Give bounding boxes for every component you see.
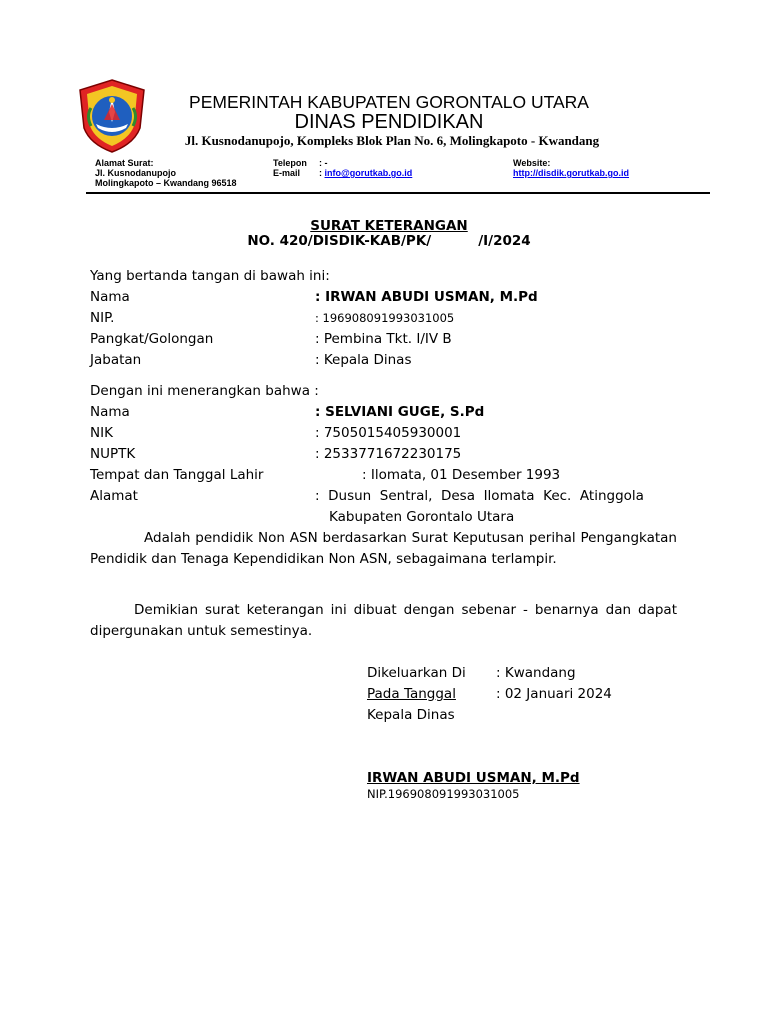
phone-label: Telepon — [273, 158, 307, 168]
issued-value: : Kwandang — [496, 665, 576, 681]
subject-address-value-cont: Kabupaten Gorontalo Utara — [329, 509, 515, 525]
signer-name-value: : IRWAN ABUDI USMAN, M.Pd — [315, 289, 538, 305]
government-name: PEMERINTAH KABUPATEN GORONTALO UTARA — [189, 92, 589, 112]
address-line-1: Jl. Kusnodanupojo — [95, 168, 176, 178]
contact-website — [513, 158, 629, 178]
intro2-text: Dengan ini menerangkan bahwa : — [90, 383, 319, 399]
signer-rank-label: Pangkat/Golongan — [90, 331, 214, 347]
intro-text: Yang bertanda tangan di bawah ini: — [90, 268, 330, 284]
signer-nip-label: NIP. — [90, 310, 115, 326]
subject-nik-label: NIK — [90, 425, 113, 441]
subject-address-value: : Dusun Sentral, Desa Ilomata Kec. Atinggola — [315, 488, 644, 504]
signer-position-value: : Kepala Dinas — [315, 352, 412, 368]
date-label: Pada Tanggal — [367, 686, 456, 702]
closing-paragraph: Demikian surat keterangan ini dibuat dengan sebenar - benarnya dan dapat dipergunakan untuk semestinya. — [90, 602, 677, 639]
email-link[interactable]: info@gorutkab.go.id — [324, 168, 413, 178]
date-line — [367, 684, 616, 705]
subject-nuptk-value: : 2533771672230175 — [315, 446, 462, 462]
signer-nip: NIP.196908091993031005 — [367, 787, 520, 801]
subject-address-label: Alamat — [90, 488, 138, 504]
date-value: : 02 Januari 2024 — [496, 686, 612, 702]
contact-address — [95, 158, 237, 188]
signer-position: Kepala Dinas — [367, 707, 455, 723]
issued-label: Dikeluarkan Di — [367, 665, 466, 681]
address-line-2: Molingkapoto – Kwandang 96518 — [95, 178, 237, 188]
signer-name-label: Nama — [90, 289, 130, 305]
signer-rank-value: : Pembina Tkt. I/IV B — [315, 331, 452, 347]
subject-name-label: Nama — [90, 404, 130, 420]
signer-nip-value: : 196908091993031005 — [315, 311, 455, 325]
agency-name: DINAS PENDIDIKAN — [294, 111, 484, 133]
subject-nuptk-label: NUPTK — [90, 446, 136, 462]
phone-value: : - — [319, 158, 328, 168]
header-divider — [86, 192, 710, 194]
subject-birth-label: Tempat dan Tanggal Lahir — [90, 467, 264, 483]
subject-birth-value: : Ilomata, 01 Desember 1993 — [362, 467, 561, 483]
email-colon: : — [319, 168, 322, 178]
document-number: NO. 420/DISDIK-KAB/PK/ /I/2024 — [247, 233, 531, 249]
website-label: Website: — [513, 158, 551, 168]
statement-paragraph: Adalah pendidik Non ASN berdasarkan Surat Keputusan perihal Pengangkatan Pendidik dan Tenaga Kependidikan Non ASN, sebagaimana terlampir. — [90, 530, 677, 567]
website-link[interactable]: http://disdik.gorutkab.go.id — [513, 168, 629, 178]
agency-address: Jl. Kusnodanupojo, Kompleks Blok Plan No. 6, Molingkapoto - Kwandang — [184, 133, 600, 148]
address-label: Alamat Surat: — [95, 158, 154, 168]
contact-phone-email — [273, 158, 412, 178]
subject-nik-value: : 7505015405930001 — [315, 425, 462, 441]
signer-position-label: Jabatan — [90, 352, 142, 368]
signer-name: IRWAN ABUDI USMAN, M.Pd — [367, 770, 580, 786]
email-label: E-mail — [273, 168, 301, 178]
subject-name-value: : SELVIANI GUGE, S.Pd — [315, 404, 485, 420]
document-title: SURAT KETERANGAN — [310, 218, 468, 234]
